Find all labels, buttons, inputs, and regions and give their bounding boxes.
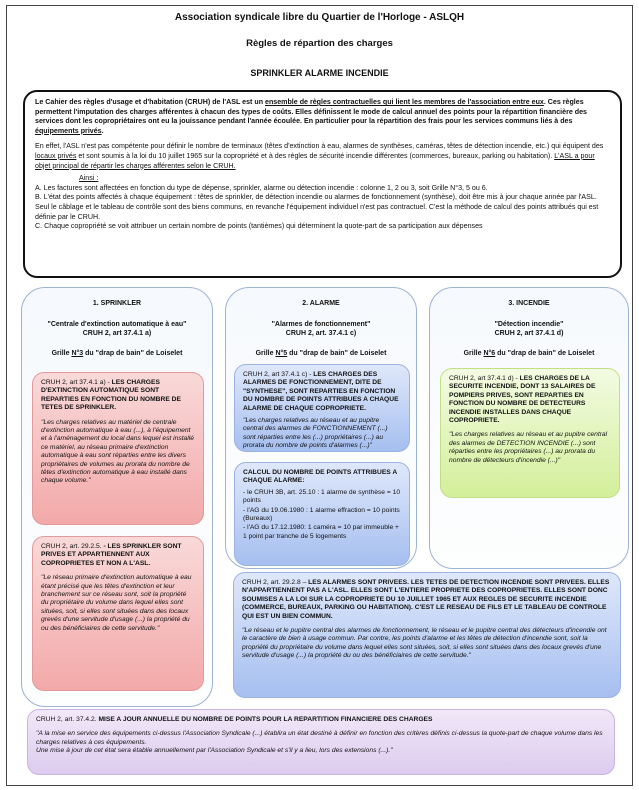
box-lead: - LES SPRINKLER SONT PRIVES ET APPARTIENNENT AUX COPROPRIETES ET NON A L'ASL. bbox=[41, 543, 182, 567]
mise-a-jour-box bbox=[27, 709, 615, 775]
sprinkler-charges-box bbox=[32, 372, 204, 525]
column-title: 1. SPRINKLER bbox=[92, 300, 142, 307]
intro-point-b: B. L'état des points affectés à chaque équipement : têtes de sprinkler, de détection incendie ou alarmes de fonctionnement (synthèse), doit être mis à jour chaque année par l'ASL. Seul le câblage et le tableau de contrôle sont des biens communs, en revanche l'équipement individuel n'est pas contractuel. C'est la méthode de calcul des points attribués qui est définie par le CRUH. bbox=[35, 193, 599, 221]
intro-text: et sont soumis à la loi du 10 juillet 1965 sur la copropriété et à des règles de sécurité incendie différentes (commerces, bureaux, parking ou habitation). bbox=[76, 151, 555, 160]
column-title: 3. INCENDIE bbox=[508, 300, 550, 307]
grille-suffix: du "drap de bain" de Loiselet bbox=[287, 350, 387, 357]
alarme-charges-box bbox=[234, 364, 410, 452]
grille-number: N°5 bbox=[275, 350, 288, 357]
box-lead: MISE A JOUR ANNUELLE DU NOMBRE DE POINTS POUR LA REPARTITION FINANCIERE DES CHARGES bbox=[98, 716, 433, 723]
box-lead: LES CHARGES DE LA SECURITE INCENDIE, DONT 13 SALAIRES DE POMPIERS PRIVES, SONT REPARTIES EN FONCTION DU NOMBRE DE DETECTEURS INCENDIE INSTALLES DANS CHAQUE COPROPRIETE. bbox=[449, 375, 596, 425]
intro-text: . Ces règles permettent l'imputation des charges afférentes à chacun des types de coûts. Elles définissent le mode de calcul annuel des points pour la répartition financière des services dont les copropriétaires ont eu la jouissance pendant l'année écoulée. En particulier pour la répartition des frais pour les services communs liés à des bbox=[35, 98, 587, 126]
grille-number: N°6 bbox=[483, 350, 496, 357]
grille-label bbox=[22, 350, 212, 357]
intro-box bbox=[23, 90, 622, 278]
column-alarme bbox=[225, 287, 417, 569]
intro-paragraph-2 bbox=[35, 142, 610, 171]
column-sprinkler bbox=[21, 287, 213, 707]
calc-line: - le CRUH 3B, art. 25.10 : 1 alarme de synthèse = 10 points bbox=[243, 488, 401, 505]
sprinkler-private-box bbox=[32, 536, 204, 691]
grille-label bbox=[226, 350, 416, 357]
calc-line: - l'AG du 19.06.1980 : 1 alarme effraction = 10 points (Bureaux) bbox=[243, 506, 400, 523]
intro-paragraph-1 bbox=[35, 98, 610, 136]
grille-prefix: Grille bbox=[51, 350, 72, 357]
intro-underlined: L'ASL a pour objet principal de répartir les charges afférentes selon le CRUH. bbox=[35, 151, 595, 170]
box-ref: CRUH 2, art. 29.2.5. bbox=[41, 543, 104, 550]
box-quote: "Le réseau et le pupitre central des alarmes de fonctionnement, le réseau et le pupitre central des détecteurs d'incendie ont le caractère de bien à usage commun. Par contre, les points d'alarme et les têtes de détection d'incendie sont, soit la propriété du propriétaire du volume dans lequel elles sont situées, soit, si elles sont situées dans des locaux grevés d'une servitude d'usage (...) la propriété du ou des bénéficiaires de cette servitude." bbox=[242, 627, 607, 660]
calc-line: - l'AG du 17.12.1980: 1 caméra = 10 par immeuble + 1 point par tranche de 5 logements bbox=[243, 524, 399, 540]
central-ref: CRUH 2, art 37.4.1 d) bbox=[494, 330, 564, 337]
alarme-points-box bbox=[234, 462, 410, 566]
central-name: "Détection incendie" bbox=[494, 321, 564, 328]
box-ref: CRUH 2, art 37.4.1 c) - bbox=[243, 371, 314, 378]
column-incendie bbox=[429, 287, 629, 569]
column-central bbox=[22, 320, 212, 338]
intro-underlined: locaux privés bbox=[35, 151, 77, 160]
central-ref: CRUH 2, art 37.4.1 a) bbox=[82, 330, 152, 337]
grille-suffix: du "drap de bain" de Loiselet bbox=[83, 350, 183, 357]
grille-suffix: du "drap de bain" de Loiselet bbox=[495, 350, 595, 357]
box-quote: Une mise à jour de cet état sera établie annuellement par l'Association Syndicale et s'il y a lieu, lors des extensions (...)." bbox=[36, 747, 393, 755]
intro-text: En effet, l'ASL n'est pas compétente pour définir le nombre de terminaux (têtes d'extinction à eau, alarmes de synthèses, caméras, têtes de détection incendie, etc.) qui équipent des bbox=[35, 142, 604, 151]
section-title: SPRINKLER ALARME INCENDIE bbox=[250, 68, 389, 78]
box-quote: "Les charges relatives au matériel de centrale d'extinction automatique à eau (...), à l'équipement et à l'aménagement du local dans lequel est installé ce matériel, au réseau primaire d'extinction automatique à eau sont réparties entre les divers propriétaires de volumes au prorata du nombre de têtes d'extinction automatique à eau installé dans chaque volume." bbox=[41, 418, 194, 485]
grille-label bbox=[430, 350, 628, 357]
box-quote: "Les charges relatives au réseau et au pupitre central des alarmes de FONCTIONNEMENT (...) sont réparties entre les (...) propriétaires (...) au prorata du nombre de points d'alarmes (...)" bbox=[243, 417, 388, 450]
intro-underlined: équipements privés bbox=[35, 126, 102, 135]
document-title: Association syndicale libre du Quartier de l'Horloge - ASLQH bbox=[174, 12, 465, 23]
box-ref: CRUH 2, art 37.4.1 d) - bbox=[449, 375, 520, 382]
calc-title: CALCUL DU NOMBRE DE POINTS ATTRIBUES A CHAQUE ALARME: bbox=[243, 469, 397, 485]
box-ref: CRUH 2, art. 37.4.2. bbox=[36, 716, 99, 723]
box-lead: LES ALARMES SONT PRIVEES. LES TETES DE DETECTION INCENDIE SONT PRIVEES. ELLES N'APPARTIENNENT PAS A L'ASL. ELLES SONT L'ENTIERE PROPRIETE DES COPROPRIETES. ELLES SONT DONC SOUMISES A LA LOI SUR LA COPROPRIETE DU 10 JUILLET 1965 ET AUX REGLES DE SECURITE INCENDIE (COMMERCE, BUREAUX, PARKING OU HABITATION). C'EST LE RESEAU DE FILS ET LE TABLEAU DE CONTROLE QUI EST UN BIEN COMMUN. bbox=[242, 579, 610, 620]
document-subtitle: Règles de répartion des charges bbox=[246, 38, 393, 49]
alarmes-privees-box bbox=[233, 572, 621, 698]
central-name: "Alarmes de fonctionnement" bbox=[271, 321, 371, 328]
column-title: 2. ALARME bbox=[302, 300, 340, 307]
intro-point-a: A. Les factures sont affectées en fonction du type de dépense, sprinkler, alarme ou détection incendie : colonne 1, 2 ou 3, soit Grille N°3, 5 ou 6. bbox=[35, 183, 488, 192]
box-ref: CRUH 2, art 37.4.1 a) - bbox=[41, 379, 112, 386]
grille-prefix: Grille bbox=[463, 350, 484, 357]
central-name: "Centrale d'extinction automatique à eau" bbox=[47, 321, 187, 328]
intro-point-c: C. Chaque copropriété se voit attribuer un certain nombre de points (tantièmes) qui déterminent la quote-part de sa participation aux dépenses bbox=[35, 222, 483, 231]
incendie-charges-box bbox=[440, 368, 620, 498]
box-lead: LES CHARGES DES ALARMES DE FONCTIONNEMENT, DITE DE "SYNTHESE", SONT REPARTIES EN FONCTION DU NOMBRE DE POINTS ATTRIBUES A CHAQUE ALARME DE CHAQUE COPROPRIETE. bbox=[243, 371, 399, 412]
intro-underlined: ensemble de règles contractuelles qui lient les membres de l'association entre eux bbox=[265, 98, 544, 106]
intro-ainsi: Ainsi : bbox=[79, 174, 99, 183]
box-ref: CRUH 2, art. 29.2.8 – bbox=[242, 579, 309, 586]
intro-text: . bbox=[101, 126, 104, 135]
central-ref: CRUH 2, art. 37.4.1 c) bbox=[285, 330, 357, 337]
column-central bbox=[226, 320, 416, 338]
grille-prefix: Grille bbox=[255, 350, 276, 357]
box-lead: LES CHARGES D'EXTINCTION AUTOMATIQUE SONT REPARTIES EN FONCTION DU NOMBRE DE TETES DE SPRINKLER. bbox=[41, 379, 181, 412]
intro-text: Le Cahier des règles d'usage et d'habitation (CRUH) de l'ASL est un bbox=[35, 98, 265, 106]
box-quote: "Le réseau primaire d'extinction automatique à eau étant précisé que les têtes d'extinction et leur branchement sur ce réseau sont, soit la propriété du propriétaire du volume dans lequel elles sont situées, soit, si elles sont situées dans des locaux grevés d'une servitude d'usage (...) la propriété du ou des bénéficiaires de cette servitude." bbox=[41, 574, 192, 632]
column-central bbox=[430, 320, 628, 338]
grille-number: N°3 bbox=[71, 350, 84, 357]
box-quote: "Les charges relatives au réseau et au pupitre central des alarmes de DETECTION INCENDIE (...) sont réparties entre les propriétaires (...) au prorata du nombre de détecteurs d'incendie (...)" bbox=[449, 431, 608, 464]
document-page bbox=[6, 5, 633, 786]
box-quote: "A la mise en service des équipements ci-dessus l'Association Syndicale (...) établira un état destiné à définir en fonction des critères définis ci-dessus la quote-part de chaque volume dans les charges relatives à ces équipements. bbox=[36, 730, 603, 746]
